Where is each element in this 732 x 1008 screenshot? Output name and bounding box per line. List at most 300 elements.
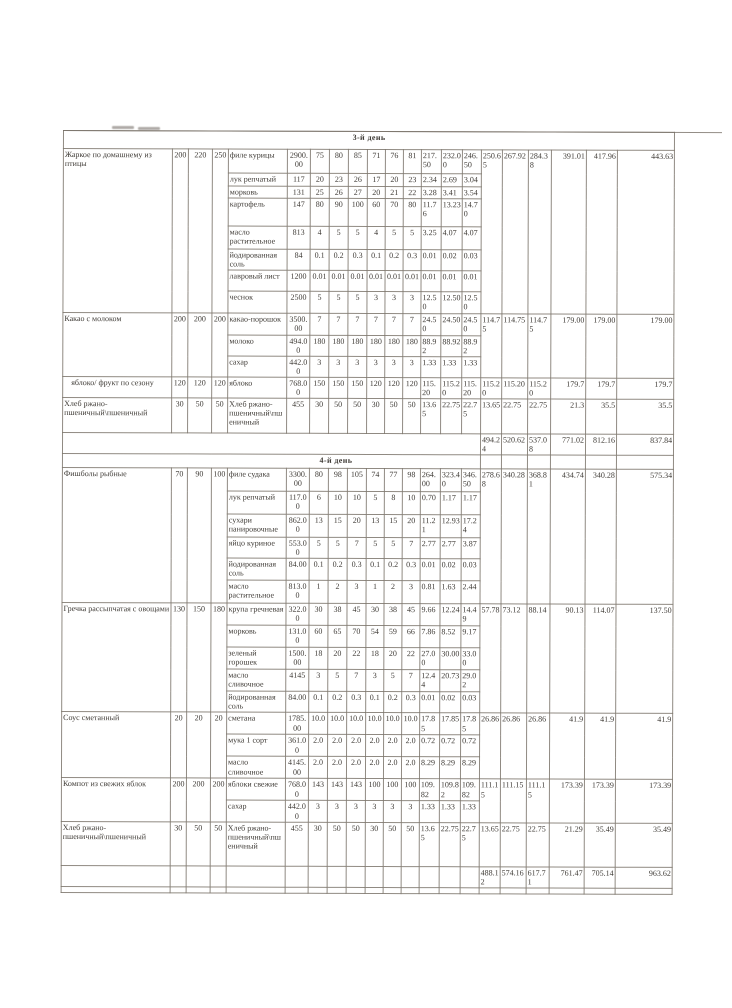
day-subtotal: 494.24 bbox=[481, 435, 501, 454]
qty-per-portion: 85 bbox=[348, 149, 367, 173]
ingredient-name: сахар bbox=[228, 356, 287, 377]
ingredient-name: Хлеб ржано-пшеничный\пшеничный bbox=[228, 398, 287, 433]
ingredient-cost: 0.01 bbox=[441, 271, 462, 292]
qty-per-portion: 10.0 bbox=[347, 713, 366, 735]
qty-per-portion: 26 bbox=[329, 186, 348, 198]
ingredient-name: лук репчатый bbox=[227, 491, 286, 514]
ingredient-row bbox=[63, 377, 674, 400]
ingredient-cost: 2.44 bbox=[461, 581, 480, 604]
ingredient-name: морковь bbox=[227, 625, 286, 647]
empty-cell bbox=[527, 455, 550, 469]
ingredient-cost: 24.50 bbox=[441, 314, 462, 336]
dish-subtotal: 22.75 bbox=[526, 822, 549, 866]
ingredient-cost: 115.20 bbox=[421, 378, 441, 399]
ingredient-cost: 0.02 bbox=[441, 250, 462, 271]
price-per-kg: 442.00 bbox=[287, 356, 310, 377]
dish-subtotal: 278.68 bbox=[480, 469, 501, 604]
ingredient-row bbox=[62, 712, 673, 736]
qty-per-portion: 2.0 bbox=[328, 735, 347, 757]
ingredient-cost: 323.40 bbox=[440, 469, 461, 492]
ingredient-cost: 1.17 bbox=[461, 492, 480, 515]
dish-total: 173.39 bbox=[584, 780, 615, 823]
dish-subtotal: 267.92 bbox=[502, 150, 529, 314]
qty-per-portion: 2.0 bbox=[402, 735, 420, 757]
empty-cell bbox=[285, 866, 308, 887]
qty-per-portion: 0.01 bbox=[367, 271, 385, 292]
price-per-kg: 455 bbox=[285, 822, 308, 866]
ingredient-cost: 0.70 bbox=[420, 492, 440, 515]
dish-subtotal: 115.20 bbox=[528, 378, 551, 399]
ingredient-cost: 11.21 bbox=[420, 515, 440, 538]
ingredient-name: сухари панировочные bbox=[227, 514, 286, 537]
price-per-kg: 2500 bbox=[287, 291, 310, 313]
ingredient-row bbox=[63, 149, 674, 175]
qty-per-portion: 10.0 bbox=[366, 713, 384, 735]
price-per-kg: 813 bbox=[287, 226, 310, 249]
qty-per-portion: 0.3 bbox=[348, 249, 367, 270]
qty-per-portion: 7 bbox=[347, 538, 366, 559]
ingredient-cost: 13.65 bbox=[421, 399, 441, 434]
ingredient-cost: 246.50 bbox=[462, 150, 481, 174]
qty-per-portion: 80 bbox=[329, 149, 348, 173]
empty-cell bbox=[285, 887, 308, 893]
qty-per-portion: 18 bbox=[366, 648, 384, 670]
ingredient-cost: 232.00 bbox=[441, 150, 462, 174]
ingredient-name: мука 1 сорт bbox=[227, 734, 286, 756]
qty-per-portion: 3 bbox=[348, 357, 367, 378]
qty-per-portion: 10.0 bbox=[328, 713, 347, 735]
price-per-kg: 84.00 bbox=[286, 559, 309, 581]
price-per-kg: 494.00 bbox=[287, 335, 310, 356]
ingredient-cost: 9.66 bbox=[420, 604, 440, 626]
portion-weight: 200 bbox=[212, 313, 228, 377]
dish-subtotal: 111.15 bbox=[526, 779, 549, 822]
dish-total: 35.5 bbox=[586, 399, 617, 434]
qty-per-portion: 90 bbox=[329, 198, 348, 226]
portion-weight: 30 bbox=[170, 821, 186, 865]
empty-cell bbox=[419, 866, 439, 887]
ingredient-cost: 7.86 bbox=[420, 626, 440, 648]
ingredient-cost: 1.33 bbox=[419, 801, 439, 822]
empty-cell bbox=[460, 887, 479, 893]
day-total: 771.02 bbox=[550, 434, 585, 455]
qty-per-portion: 20 bbox=[347, 515, 366, 538]
ingredient-cost: 8.29 bbox=[419, 757, 439, 779]
ingredient-cost: 88.92 bbox=[462, 336, 481, 357]
price-per-kg: 84 bbox=[287, 249, 310, 270]
ingredient-cost: 8.29 bbox=[460, 757, 479, 779]
qty-per-portion: 7 bbox=[402, 670, 420, 692]
empty-cell bbox=[480, 455, 501, 469]
ingredient-cost: 115.20 bbox=[442, 379, 460, 398]
qty-per-portion: 7 bbox=[310, 313, 329, 335]
ingredient-cost: 22.75 bbox=[462, 399, 481, 434]
qty-per-portion: 0.1 bbox=[309, 559, 328, 581]
qty-per-portion: 0.01 bbox=[403, 271, 421, 292]
qty-per-portion: 7 bbox=[402, 538, 420, 559]
qty-per-portion: 3 bbox=[383, 801, 401, 822]
dish-subtotal: 284.38 bbox=[528, 150, 552, 314]
qty-per-portion: 60 bbox=[367, 198, 385, 226]
portion-weight: 120 bbox=[188, 377, 212, 398]
ingredient-name: масло растительное bbox=[227, 580, 286, 603]
portion-weight: 50 bbox=[212, 398, 228, 433]
dish-subtotal: 250.65 bbox=[481, 150, 503, 314]
qty-per-portion: 143 bbox=[308, 779, 327, 801]
qty-per-portion: 22 bbox=[403, 187, 421, 199]
price-per-kg: 1500.00 bbox=[286, 648, 309, 670]
qty-per-portion: 60 bbox=[309, 626, 328, 648]
qty-per-portion: 0.1 bbox=[310, 249, 329, 270]
ingredient-cost: 88.92 bbox=[421, 336, 441, 357]
price-per-kg: 768.00 bbox=[285, 779, 308, 801]
ingredient-row bbox=[62, 603, 673, 627]
dish-total: 35.49 bbox=[584, 823, 615, 867]
qty-per-portion: 2.0 bbox=[384, 735, 402, 757]
ingredient-row bbox=[63, 398, 674, 435]
ingredient-cost: 3.25 bbox=[421, 227, 441, 250]
empty-cell bbox=[308, 887, 327, 893]
ingredient-cost: 109.82 bbox=[419, 779, 439, 801]
dish-subtotal: 115.20 bbox=[482, 379, 500, 398]
ingredient-cost: 30.00 bbox=[440, 648, 461, 670]
portion-weight: 20 bbox=[186, 712, 210, 778]
ingredient-name: Хлеб ржано-пшеничный\пшеничный bbox=[226, 822, 285, 866]
qty-per-portion: 5 bbox=[329, 226, 348, 249]
qty-per-portion: 0.2 bbox=[328, 559, 347, 581]
price-per-kg: 117.00 bbox=[286, 492, 309, 515]
qty-per-portion: 5 bbox=[384, 670, 402, 692]
dish-subtotal: 115.20 bbox=[502, 378, 528, 399]
qty-per-portion: 71 bbox=[367, 149, 385, 173]
ingredient-cost: 109.82 bbox=[439, 779, 460, 801]
ingredient-name: яблоко bbox=[228, 377, 287, 398]
qty-per-portion: 22 bbox=[347, 648, 366, 670]
qty-per-portion: 100 bbox=[348, 198, 367, 226]
illegible-mark bbox=[112, 126, 134, 129]
day-subtotal: 574.16 bbox=[500, 866, 526, 887]
empty-cell bbox=[327, 866, 346, 887]
qty-per-portion: 5 bbox=[403, 227, 421, 250]
dish-name: Хлеб ржано-пшеничный\пшеничный bbox=[63, 398, 172, 433]
dish-total: 173.39 bbox=[615, 780, 672, 823]
qty-per-portion: 81 bbox=[403, 150, 421, 174]
dish-subtotal: 114.75 bbox=[481, 314, 502, 378]
qty-per-portion: 20 bbox=[385, 174, 403, 187]
price-per-kg: 3500.00 bbox=[287, 313, 310, 335]
qty-per-portion: 2 bbox=[384, 581, 402, 604]
ingredient-cost: 20.73 bbox=[440, 670, 461, 692]
qty-per-portion: 180 bbox=[329, 335, 348, 356]
qty-per-portion: 2.0 bbox=[401, 757, 419, 779]
dish-total: 35.49 bbox=[615, 823, 672, 867]
dish-total: 575.34 bbox=[616, 470, 674, 605]
qty-per-portion: 50 bbox=[348, 399, 367, 434]
ingredient-name: филе судака bbox=[227, 468, 286, 491]
ingredient-cost: 12.44 bbox=[420, 670, 440, 692]
qty-per-portion: 30 bbox=[310, 399, 329, 434]
dish-subtotal: 26.86 bbox=[526, 713, 549, 779]
qty-per-portion: 15 bbox=[328, 515, 347, 538]
ingredient-cost: 2.77 bbox=[440, 538, 461, 559]
qty-per-portion: 80 bbox=[309, 469, 328, 492]
ingredient-name: йодированная соль bbox=[227, 558, 286, 580]
dish-name: яблоко/ фрукт по сезону bbox=[63, 377, 172, 398]
portion-weight: 150 bbox=[187, 603, 211, 712]
dish-total: 417.96 bbox=[586, 150, 618, 314]
qty-per-portion: 0.01 bbox=[329, 270, 348, 291]
qty-per-portion: 70 bbox=[385, 199, 403, 227]
ingredient-cost: 22.75 bbox=[441, 399, 462, 434]
qty-per-portion: 13 bbox=[366, 515, 384, 538]
qty-per-portion: 98 bbox=[328, 469, 347, 492]
qty-per-portion: 50 bbox=[327, 822, 346, 866]
price-per-kg: 131 bbox=[287, 186, 310, 198]
qty-per-portion: 1 bbox=[366, 581, 384, 604]
ingredient-cost: 13.23 bbox=[441, 199, 462, 227]
qty-per-portion: 30 bbox=[309, 604, 328, 626]
empty-cell bbox=[500, 887, 526, 893]
ingredient-cost: 217.50 bbox=[421, 150, 441, 174]
qty-per-portion: 50 bbox=[346, 822, 365, 866]
menu-table-body bbox=[61, 131, 675, 895]
qty-per-portion: 2.0 bbox=[346, 757, 365, 779]
empty-cell bbox=[526, 888, 549, 894]
qty-per-portion: 25 bbox=[310, 186, 329, 198]
qty-per-portion: 2.0 bbox=[309, 735, 328, 757]
ingredient-cost: 3.54 bbox=[462, 187, 481, 199]
qty-per-portion: 45 bbox=[347, 604, 366, 626]
empty-cell bbox=[383, 866, 401, 887]
empty-cell bbox=[170, 886, 186, 892]
ingredient-cost: 0.03 bbox=[462, 250, 481, 271]
qty-per-portion: 0.2 bbox=[384, 559, 402, 581]
ingredient-cost: 12.50 bbox=[421, 292, 441, 314]
ingredient-cost: 9.17 bbox=[461, 626, 480, 648]
qty-per-portion: 3 bbox=[309, 670, 328, 692]
empty-cell bbox=[616, 456, 673, 470]
ingredient-cost: 4.07 bbox=[462, 227, 481, 250]
ingredient-name: молоко bbox=[228, 335, 287, 356]
qty-per-portion: 20 bbox=[367, 186, 385, 198]
ingredient-name: картофель bbox=[228, 198, 287, 226]
ingredient-cost: 0.02 bbox=[440, 692, 461, 713]
ingredient-cost: 22.75 bbox=[460, 822, 479, 866]
qty-per-portion: 45 bbox=[402, 604, 420, 626]
qty-per-portion: 7 bbox=[347, 670, 366, 692]
qty-per-portion: 21 bbox=[385, 187, 403, 199]
ingredient-cost: 0.03 bbox=[461, 559, 480, 581]
day-total: 963.62 bbox=[615, 867, 672, 888]
dish-name: Гречка рассыпчатая с овощами bbox=[62, 603, 171, 712]
ingredient-cost: 0.01 bbox=[421, 250, 441, 271]
qty-per-portion: 0.2 bbox=[385, 250, 403, 271]
portion-weight: 120 bbox=[212, 377, 228, 398]
price-per-kg: 322.00 bbox=[286, 604, 309, 626]
ingredient-cost: 29.02 bbox=[461, 670, 480, 692]
dish-subtotal: 22.75 bbox=[502, 399, 528, 434]
qty-per-portion: 54 bbox=[366, 626, 384, 648]
dish-total: 173.39 bbox=[549, 780, 584, 823]
qty-per-portion: 3 bbox=[385, 357, 403, 378]
day-total: 812.16 bbox=[585, 434, 616, 455]
price-per-kg: 1200 bbox=[287, 270, 310, 291]
empty-cell bbox=[479, 887, 500, 893]
qty-per-portion: 10.0 bbox=[384, 713, 402, 735]
qty-per-portion: 2.0 bbox=[383, 757, 401, 779]
day-total: 761.47 bbox=[549, 867, 584, 888]
price-per-kg: 813.00 bbox=[286, 581, 309, 604]
qty-per-portion: 7 bbox=[367, 314, 385, 336]
ingredient-name: масло сливочное bbox=[226, 756, 285, 778]
empty-cell bbox=[308, 866, 327, 887]
ingredient-cost: 11.76 bbox=[421, 199, 441, 227]
empty-cell bbox=[439, 866, 460, 887]
qty-per-portion: 100 bbox=[383, 779, 401, 801]
empty-cell bbox=[401, 866, 419, 887]
qty-per-portion: 10 bbox=[402, 492, 420, 515]
qty-per-portion: 70 bbox=[347, 626, 366, 648]
qty-per-portion: 98 bbox=[402, 469, 420, 492]
menu-cost-table-wrap bbox=[61, 130, 676, 895]
ingredient-cost: 12.50 bbox=[441, 292, 462, 314]
dish-subtotal: 73.12 bbox=[501, 604, 527, 713]
qty-per-portion: 3 bbox=[365, 801, 383, 822]
ingredient-cost: 24.50 bbox=[462, 314, 481, 336]
price-per-kg: 2900.00 bbox=[287, 149, 310, 173]
qty-per-portion: 3 bbox=[346, 801, 365, 822]
qty-per-portion: 0.2 bbox=[328, 692, 347, 713]
bottom-filler-row bbox=[61, 886, 672, 894]
qty-per-portion: 50 bbox=[329, 399, 348, 434]
qty-per-portion: 38 bbox=[328, 604, 347, 626]
qty-per-portion: 3 bbox=[310, 356, 329, 377]
qty-per-portion: 3 bbox=[366, 670, 384, 692]
price-per-kg: 84.00 bbox=[286, 692, 309, 713]
ingredient-name: сахар bbox=[226, 800, 285, 821]
qty-per-portion: 26 bbox=[348, 173, 367, 186]
empty-cell bbox=[585, 455, 616, 469]
qty-per-portion: 0.3 bbox=[402, 559, 420, 581]
ingredient-cost: 346.50 bbox=[461, 469, 480, 492]
price-per-kg: 553.00 bbox=[286, 538, 309, 559]
qty-per-portion: 3 bbox=[403, 292, 421, 314]
dish-subtotal: 111.15 bbox=[479, 779, 500, 822]
empty-cell bbox=[549, 888, 584, 894]
price-per-kg: 768.00 bbox=[287, 377, 310, 398]
qty-per-portion: 20 bbox=[402, 515, 420, 538]
ingredient-cost: 1.33 bbox=[441, 357, 462, 378]
ingredient-cost: 8.29 bbox=[439, 757, 460, 779]
qty-per-portion: 0.1 bbox=[366, 692, 384, 713]
qty-per-portion: 0.01 bbox=[348, 270, 367, 291]
qty-per-portion: 22 bbox=[402, 648, 420, 670]
dish-subtotal: 114.75 bbox=[502, 314, 528, 378]
portion-weight: 200 bbox=[186, 778, 210, 821]
qty-per-portion: 59 bbox=[384, 626, 402, 648]
ingredient-cost: 0.02 bbox=[440, 559, 461, 581]
dish-subtotal: 114.75 bbox=[528, 314, 551, 378]
price-per-kg: 361.00 bbox=[286, 735, 309, 757]
qty-per-portion: 50 bbox=[383, 822, 401, 866]
ingredient-name: чеснок bbox=[228, 291, 287, 313]
empty-cell bbox=[365, 887, 383, 893]
ingredient-cost: 14.70 bbox=[462, 199, 481, 227]
ingredient-name: сметана bbox=[227, 712, 286, 734]
price-per-kg: 4145 bbox=[286, 670, 309, 692]
qty-per-portion: 2.0 bbox=[366, 735, 384, 757]
qty-per-portion: 4 bbox=[367, 226, 385, 249]
empty-cell bbox=[170, 865, 186, 886]
qty-per-portion: 30 bbox=[366, 604, 384, 626]
empty-cell bbox=[346, 887, 365, 893]
qty-per-portion: 7 bbox=[348, 313, 367, 335]
ingredient-cost: 1.33 bbox=[460, 801, 479, 822]
ingredient-cost: 3.87 bbox=[461, 538, 480, 559]
qty-per-portion: 74 bbox=[366, 469, 384, 492]
dish-name: Фишболы рыбные bbox=[62, 468, 171, 603]
ingredient-row bbox=[63, 313, 674, 337]
portion-weight: 200 bbox=[210, 778, 226, 821]
ingredient-row bbox=[61, 821, 672, 867]
portion-weight: 50 bbox=[186, 821, 210, 865]
ingredient-cost: 264.00 bbox=[420, 469, 440, 492]
ingredient-cost: 4.07 bbox=[441, 227, 462, 250]
qty-per-portion: 143 bbox=[327, 779, 346, 801]
qty-per-portion: 0.2 bbox=[384, 692, 402, 713]
qty-per-portion: 20 bbox=[328, 648, 347, 670]
qty-per-portion: 180 bbox=[310, 335, 329, 356]
dish-subtotal: 13.65 bbox=[481, 399, 502, 434]
qty-per-portion: 5 bbox=[328, 538, 347, 559]
qty-per-portion: 150 bbox=[329, 378, 348, 399]
qty-per-portion: 30 bbox=[367, 399, 385, 434]
portion-weight: 250 bbox=[212, 149, 229, 313]
portion-weight: 90 bbox=[187, 468, 211, 603]
qty-per-portion: 180 bbox=[348, 335, 367, 356]
qty-per-portion: 100 bbox=[401, 779, 419, 801]
dish-total: 179.00 bbox=[551, 314, 586, 378]
ingredient-cost: 0.03 bbox=[461, 692, 480, 713]
portion-weight: 20 bbox=[210, 712, 226, 778]
dish-subtotal: 340.28 bbox=[501, 469, 527, 604]
qty-per-portion: 76 bbox=[385, 150, 403, 174]
dish-subtotal: 88.14 bbox=[527, 604, 550, 713]
qty-per-portion: 15 bbox=[384, 515, 402, 538]
ingredient-name: филе курицы bbox=[228, 149, 287, 173]
qty-per-portion: 5 bbox=[348, 291, 367, 313]
price-per-kg: 3300.00 bbox=[286, 469, 309, 492]
qty-per-portion: 3 bbox=[385, 292, 403, 314]
dish-total: 35.5 bbox=[617, 400, 674, 435]
ingredient-cost: 24.50 bbox=[421, 314, 441, 336]
portion-weight: 20 bbox=[170, 712, 186, 778]
price-per-kg: 147 bbox=[287, 198, 310, 226]
qty-per-portion: 80 bbox=[403, 199, 421, 227]
qty-per-portion: 77 bbox=[384, 469, 402, 492]
qty-per-portion: 0.2 bbox=[329, 249, 348, 270]
qty-per-portion: 3 bbox=[327, 801, 346, 822]
qty-per-portion: 0.01 bbox=[310, 270, 329, 291]
ingredient-cost: 22.75 bbox=[439, 822, 460, 866]
ingredient-cost: 1.17 bbox=[440, 492, 461, 515]
qty-per-portion: 50 bbox=[401, 822, 419, 866]
day-title: 3-й день bbox=[63, 131, 674, 151]
dish-subtotal: 368.81 bbox=[527, 469, 550, 604]
ingredient-cost: 17.85 bbox=[461, 713, 480, 735]
portion-weight: 200 bbox=[172, 149, 189, 313]
ingredient-name: яйцо куриное bbox=[227, 537, 286, 558]
